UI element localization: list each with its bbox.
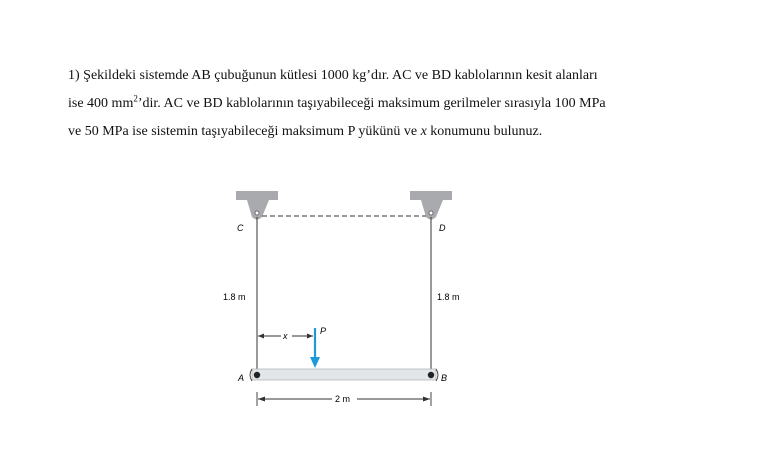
beam-ab [252,369,436,380]
pin-c [255,211,259,215]
area-exponent: 2 [133,93,138,104]
right-cable-length: 1.8 m [437,292,460,302]
problem-line-3: ve 50 MPa ise sistemin taşıyabileceği maksimum P yükünü ve x konumunu bulunuz. [68,124,543,139]
label-c: C [237,223,244,233]
support-d [410,191,452,220]
hanger-bracket-right [421,200,443,220]
label-p: P [320,326,327,336]
pin-d [429,211,433,215]
ceiling-plate-left [236,191,278,200]
problem-line-1: 1) Şekildeki sistemde AB çubuğunun kütlesi 1000 kg’dır. AC ve BD kablolarının kesit alanları [68,68,598,83]
problem-line-2: ise 400 $mm^2’dir$. AC ve BD kablolarının taşıyabileceği maksimum gerilmeler sırasıyla 100 MPa [68,93,606,111]
left-cable-length: 1.8 m [223,292,246,302]
label-b: B [441,373,448,383]
pin-a [254,372,260,378]
beam-length-label: 2 m [335,394,351,404]
support-c [236,191,278,220]
label-d: D [439,223,446,233]
load-arrow-p [310,328,320,368]
label-a: A [238,373,245,383]
pin-b [428,372,434,378]
label-x: x [283,331,288,341]
variable-x: x [420,124,427,139]
problem-number: 1) [68,68,80,83]
ceiling-plate-right [410,191,452,200]
hanger-bracket-left [247,200,269,220]
